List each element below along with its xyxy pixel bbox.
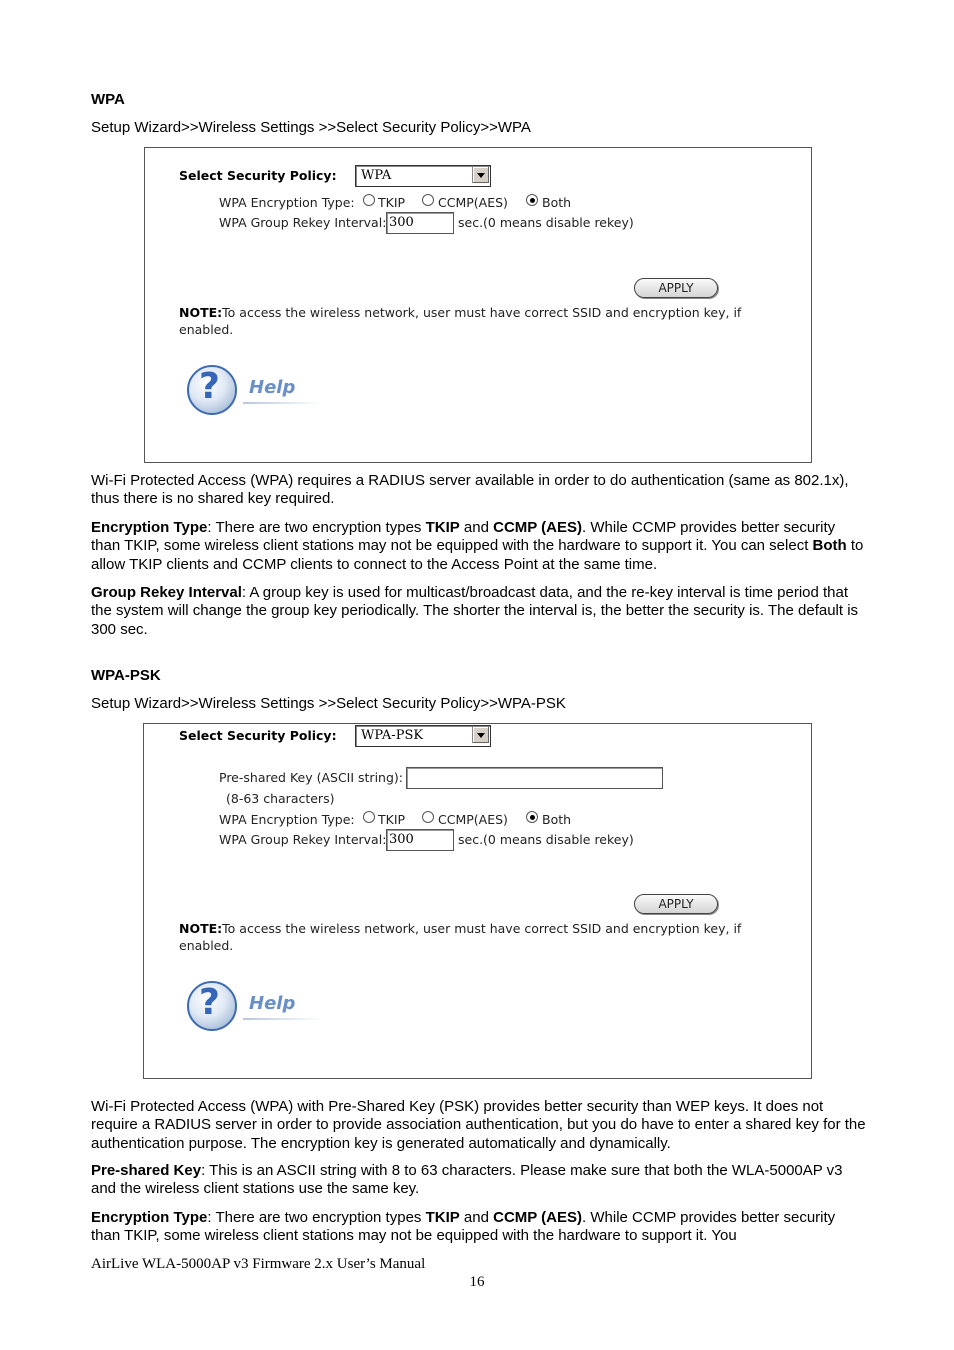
wpa-note-text2: enabled. — [179, 322, 234, 337]
wpa-opt-tkip: TKIP — [378, 195, 406, 210]
wpa-paragraph-1: Wi-Fi Protected Access (WPA) requires a RADIUS server available in order to do authentication (same as 802.1x), thus there is no shared key required. — [91, 472, 849, 508]
wpa-rekey-paragraph: Group Rekey Interval: A group key is used for multicast/broadcast data, and the re-key interval is time period that the system will change the group key periodically. The shorter the interval is, the better the security is. The default is 300 sec. — [91, 584, 859, 638]
wpapsk-note-text2: enabled. — [179, 938, 234, 953]
wpapsk-paragraph-1: Wi-Fi Protected Access (WPA) with Pre-Shared Key (PSK) provides better security than WEP keys. It does not require a RADIUS server in order to provide association authentication, but you do have to enter a shared key for the authentication purpose. The encryption key is generated automatically and dynamically. — [91, 1098, 866, 1152]
wpapsk-rekey-input[interactable] — [386, 829, 454, 851]
wpa-policy-select[interactable] — [355, 165, 491, 187]
wpapsk-policy-value: WPA-PSK — [361, 728, 424, 743]
wpapsk-note — [179, 921, 741, 936]
wpa-radio-ccmp[interactable] — [422, 194, 434, 206]
wpa-screenshot — [144, 147, 812, 463]
wpapsk-screenshot — [143, 723, 812, 1079]
wpapsk-help-label: Help — [249, 993, 296, 1014]
wpapsk-rekey-hint: sec.(0 means disable rekey) — [458, 832, 634, 847]
wpapsk-psk-label: Pre-shared Key (ASCII string): — [219, 770, 403, 785]
wpapsk-help-button[interactable]: ? Help — [187, 981, 327, 1037]
wpapsk-note-bold: NOTE: — [179, 921, 223, 936]
footer-title: AirLive WLA-5000AP v3 Firmware 2.x User’s Manual — [91, 1256, 426, 1272]
wpapsk-radio-both[interactable] — [526, 811, 538, 823]
wpa-path: Setup Wizard>>Wireless Settings >>Select Security Policy>>WPA — [91, 119, 531, 136]
wpa-enc-term: Encryption Type — [91, 519, 208, 536]
wpapsk-enc-term: Encryption Type — [91, 1209, 208, 1226]
wpa-policy-label: Select Security Policy: — [179, 168, 337, 183]
wpapsk-opt-both: Both — [542, 812, 572, 827]
wpa-enc-label: WPA Encryption Type: — [219, 195, 355, 210]
wpa-policy-value: WPA — [361, 168, 392, 183]
wpapsk-enc-label: WPA Encryption Type: — [219, 812, 355, 827]
wpapsk-opt-ccmp: CCMP(AES) — [438, 812, 508, 827]
wpapsk-note-text: To access the wireless network, user must have correct SSID and encryption key, if — [222, 921, 742, 936]
wpa-rekey-input[interactable] — [386, 212, 454, 234]
wpa-help-label: Help — [249, 377, 296, 398]
wpapsk-psk-hint: (8-63 characters) — [226, 791, 335, 806]
wpa-apply-button[interactable]: APPLY — [634, 278, 718, 298]
wpapsk-psk-paragraph: Pre-shared Key: This is an ASCII string with 8 to 63 characters. Please make sure that both the WLA-5000AP v3 and the wireless client stations use the same key. — [91, 1162, 843, 1198]
chevron-down-icon[interactable] — [472, 727, 489, 743]
wpapsk-psk-input[interactable] — [406, 767, 663, 789]
page-number: 16 — [469, 1274, 485, 1290]
wpa-rekey-label: WPA Group Rekey Interval: — [219, 215, 387, 230]
wpapsk-opt-tkip: TKIP — [378, 812, 406, 827]
wpa-opt-both: Both — [542, 195, 572, 210]
wpapsk-rekey-label: WPA Group Rekey Interval: — [219, 832, 387, 847]
wpa-rekey-hint: sec.(0 means disable rekey) — [458, 215, 634, 230]
wpapsk-policy-select[interactable] — [355, 725, 491, 747]
wpapsk-radio-tkip[interactable] — [363, 811, 375, 823]
wpa-note — [179, 305, 741, 320]
wpapsk-heading: WPA-PSK — [91, 667, 161, 684]
wpa-help-button[interactable]: ? Help — [187, 365, 327, 421]
chevron-down-icon[interactable] — [472, 167, 489, 183]
wpa-rekey-term: Group Rekey Interval — [91, 584, 242, 601]
wpa-radio-both[interactable] — [526, 194, 538, 206]
wpa-note-text: To access the wireless network, user must have correct SSID and encryption key, if — [222, 305, 742, 320]
wpa-radio-tkip[interactable] — [363, 194, 375, 206]
wpapsk-psk-term: Pre-shared Key — [91, 1162, 202, 1179]
wpapsk-path: Setup Wizard>>Wireless Settings >>Select Security Policy>>WPA-PSK — [91, 695, 566, 712]
wpa-rekey-value: 300 — [389, 215, 414, 230]
wpa-enc-paragraph: Encryption Type: There are two encryption types TKIP and CCMP (AES). While CCMP provides better security than TKIP, some wireless client stations may not be equipped with the hardware to support it. You can select Both to allow TKIP clients and CCMP clients to connect to the Access Point at the same time. — [91, 519, 864, 573]
wpapsk-policy-label: Select Security Policy: — [179, 728, 337, 743]
wpapsk-apply-button[interactable]: APPLY — [634, 894, 718, 914]
wpapsk-radio-ccmp[interactable] — [422, 811, 434, 823]
wpapsk-rekey-value: 300 — [389, 832, 414, 847]
wpa-heading: WPA — [91, 91, 125, 108]
wpa-opt-ccmp: CCMP(AES) — [438, 195, 508, 210]
wpa-note-bold: NOTE: — [179, 305, 223, 320]
wpapsk-enc-paragraph: Encryption Type: There are two encryption types TKIP and CCMP (AES). While CCMP provides better security than TKIP, some wireless client stations may not be equipped with the hardware to support it. You — [91, 1209, 836, 1245]
